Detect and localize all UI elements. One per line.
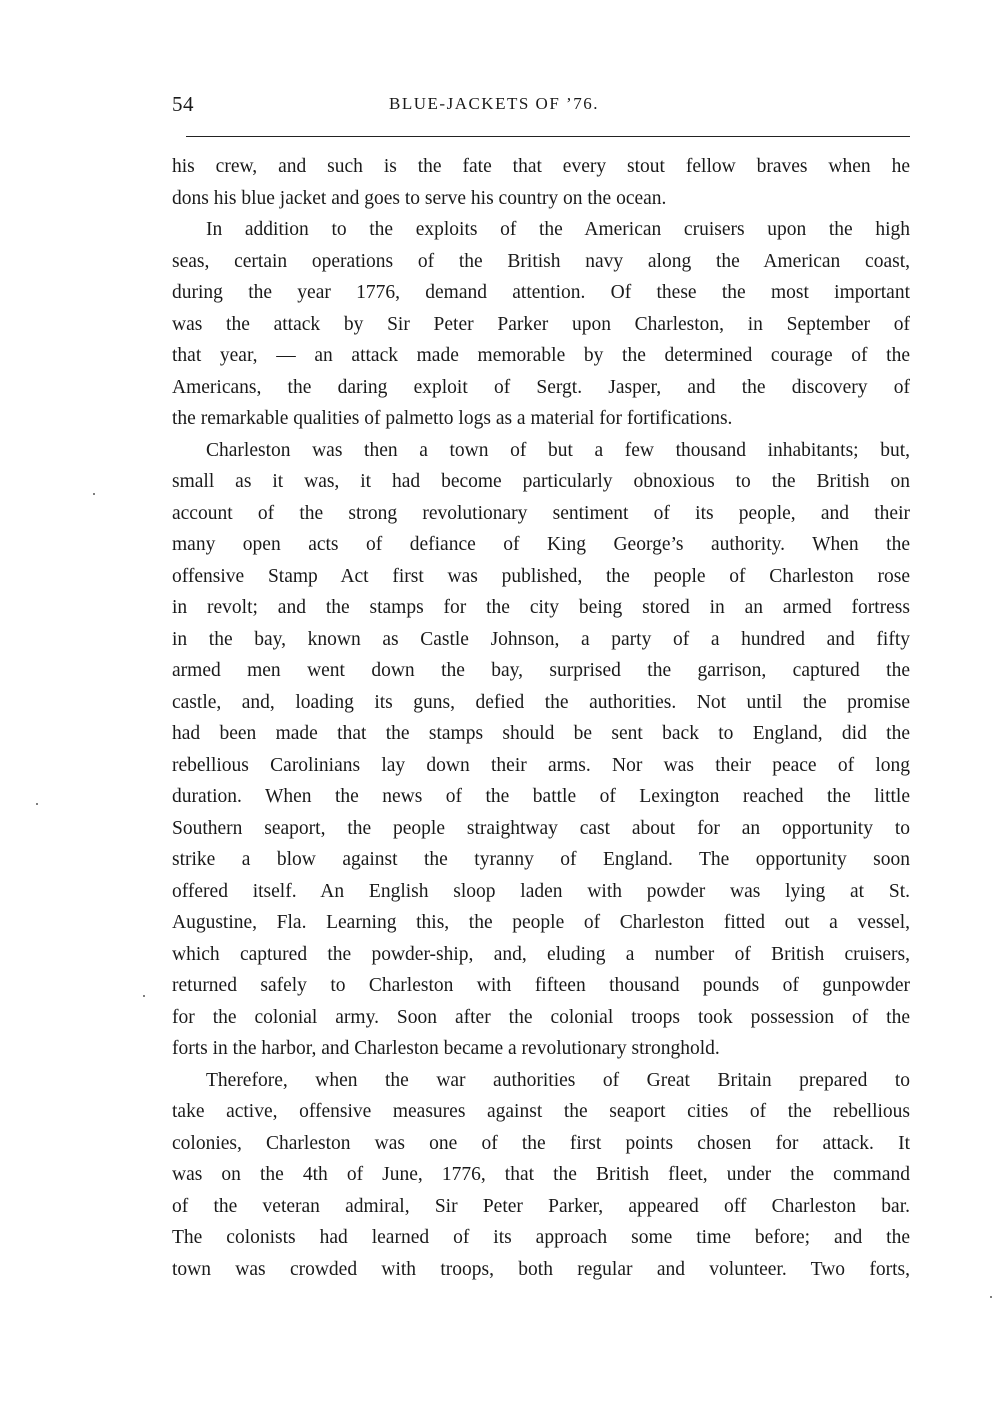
body-text [172, 151, 910, 1285]
text-line: colonies, Charleston was one of the first points chosen for attack. It [172, 1132, 910, 1154]
text-line: Southern seaport, the people straightway cast about for an opportunity to [172, 817, 910, 839]
text-line: small as it was, it had become particularly obnoxious to the British on [172, 471, 910, 492]
header-rule [186, 136, 910, 137]
text-line: Augustine, Fla. Learning this, the people of Charleston fitted out a vessel, [172, 912, 910, 933]
text-line: The colonists had learned of its approach some time before; and the [172, 1227, 910, 1248]
text-line: for the colonial army. Soon after the colonial troops took possession of the [172, 1006, 910, 1028]
running-head [172, 92, 910, 122]
text-line: many open acts of defiance of King George’s authority. When the [172, 534, 910, 555]
page-number: 54 [172, 92, 194, 116]
text-line: of the veteran admiral, Sir Peter Parker, appeared off Charleston bar. [172, 1195, 910, 1217]
text-line: during the year 1776, demand attention. Of these the most important [172, 282, 910, 303]
text-line: had been made that the stamps should be sent back to England, did the [172, 723, 910, 744]
scan-speck [36, 803, 38, 805]
text-line: offensive Stamp Act first was published, the people of Charleston rose [172, 565, 910, 587]
text-line: Charleston was then a town of but a few thousand inhabitants; but, [206, 439, 910, 461]
text-line: returned safely to Charleston with fifteen thousand pounds of gunpowder [172, 975, 910, 996]
text-line: duration. When the news of the battle of Lexington reached the little [172, 786, 910, 807]
text-line: seas, certain operations of the British navy along the American coast, [172, 250, 910, 272]
text-line: Americans, the daring exploit of Sergt. Jasper, and the discovery of [172, 376, 910, 398]
text-line: dons his blue jacket and goes to serve his country on the ocean. [172, 187, 667, 209]
text-line: in revolt; and the stamps for the city being stored in an armed fortress [172, 597, 910, 618]
scan-speck [990, 1296, 992, 1298]
text-line: rebellious Carolinians lay down their arms. Nor was their peace of long [172, 754, 910, 776]
text-line: In addition to the exploits of the American cruisers upon the high [206, 219, 910, 240]
text-line: forts in the harbor, and Charleston became a revolutionary stronghold. [172, 1038, 720, 1059]
text-line: in the bay, known as Castle Johnson, a party of a hundred and fifty [172, 628, 910, 650]
scan-speck [143, 995, 145, 997]
text-line: that year, — an attack made memorable by the determined courage of the [172, 345, 910, 366]
text-line: was the attack by Sir Peter Parker upon Charleston, in September of [172, 313, 910, 335]
text-line: was on the 4th of June, 1776, that the British fleet, under the command [172, 1164, 910, 1185]
text-line: which captured the powder-ship, and, eluding a number of British cruisers, [172, 943, 910, 965]
text-line: Therefore, when the war authorities of Great Britain prepared to [206, 1069, 910, 1091]
text-line: town was crowded with troops, both regular and volunteer. Two forts, [172, 1258, 910, 1280]
running-title: BLUE-JACKETS OF ’76. [389, 94, 599, 113]
text-line: offered itself. An English sloop laden with powder was lying at St. [172, 880, 910, 902]
scan-speck [93, 493, 95, 495]
text-line: his crew, and such is the fate that every stout fellow braves when he [172, 156, 910, 177]
text-line: account of the strong revolutionary sentiment of its people, and their [172, 502, 910, 524]
text-line: strike a blow against the tyranny of England. The opportunity soon [172, 849, 910, 870]
text-line: the remarkable qualities of palmetto logs as a material for fortifications. [172, 408, 733, 429]
text-line: take active, offensive measures against the seaport cities of the rebellious [172, 1101, 910, 1122]
text-line: armed men went down the bay, surprised the garrison, captured the [172, 660, 910, 681]
text-line: castle, and, loading its guns, defied the authorities. Not until the promise [172, 691, 910, 713]
